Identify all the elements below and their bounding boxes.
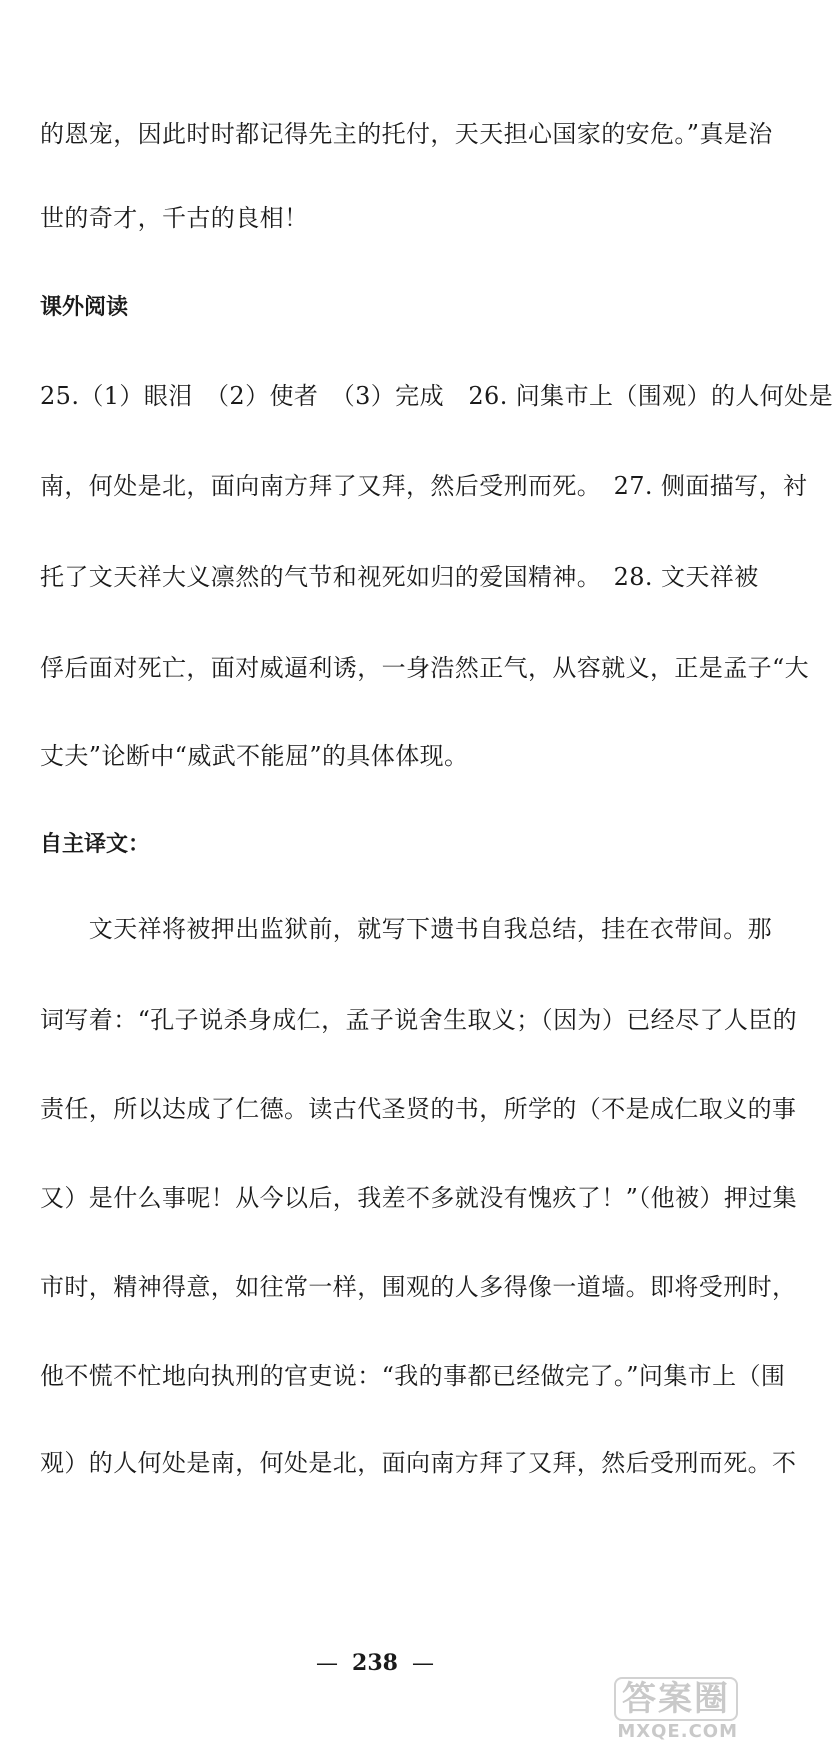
intro-line-1: 的恩宠，因此时时都记得先主的托付，天天担心国家的安危。”真是治 [40,120,773,148]
translation-line-7: 观）的人何处是南，何处是北，面向南方拜了又拜，然后受刑而死。不 [40,1449,797,1477]
translation-line-3: 责任，所以达成了仁德。读古代圣贤的书，所学的（不是成仁取义的事 [40,1095,797,1123]
page-number [0,1650,750,1676]
translation-line-1: 文天祥将被押出监狱前，就写下遗书自我总结，挂在衣带间。那 [40,915,772,943]
answer-line-3: 托了文天祥大义凛然的气节和视死如归的爱国精神。 28. 文天祥被 [40,563,759,591]
watermark-logo [614,1677,738,1742]
answer-line-5: 丈夫”论断中“威武不能屈”的具体体现。 [40,742,469,770]
page-number-value: 238 [352,1650,398,1676]
page-number-dash-left: — [316,1651,339,1676]
section-heading-translation: 自主译文： [40,832,151,857]
page-number-dash-right: — [411,1651,434,1676]
translation-line-6: 他不慌不忙地向执刑的官吏说：“我的事都已经做完了。”问集市上（围 [40,1362,786,1390]
translation-line-4: 又）是什么事呢！从今以后，我差不多就没有愧疚了！”（他被）押过集 [40,1184,798,1212]
translation-line-5: 市时，精神得意，如往常一样，围观的人多得像一道墙。即将受刑时， [40,1273,797,1301]
watermark-mark: 答案圈 [614,1677,738,1721]
answer-line-1: 25.（1）眼泪 （2）使者 （3）完成 26. 问集市上（围观）的人何处是 [40,382,833,410]
answer-line-4: 俘后面对死亡，面对威逼利诱，一身浩然正气，从容就义，正是孟子“大 [40,654,810,682]
translation-line-2: 词写着：“孔子说杀身成仁，孟子说舍生取义；（因为）已经尽了人臣的 [40,1006,798,1034]
answer-line-2: 南，何处是北，面向南方拜了又拜，然后受刑而死。 27. 侧面描写，衬 [40,472,808,500]
watermark-url: MXQE.COM [617,1721,738,1742]
section-heading-reading: 课外阅读 [40,295,129,320]
intro-line-2: 世的奇才，千古的良相！ [40,204,309,232]
